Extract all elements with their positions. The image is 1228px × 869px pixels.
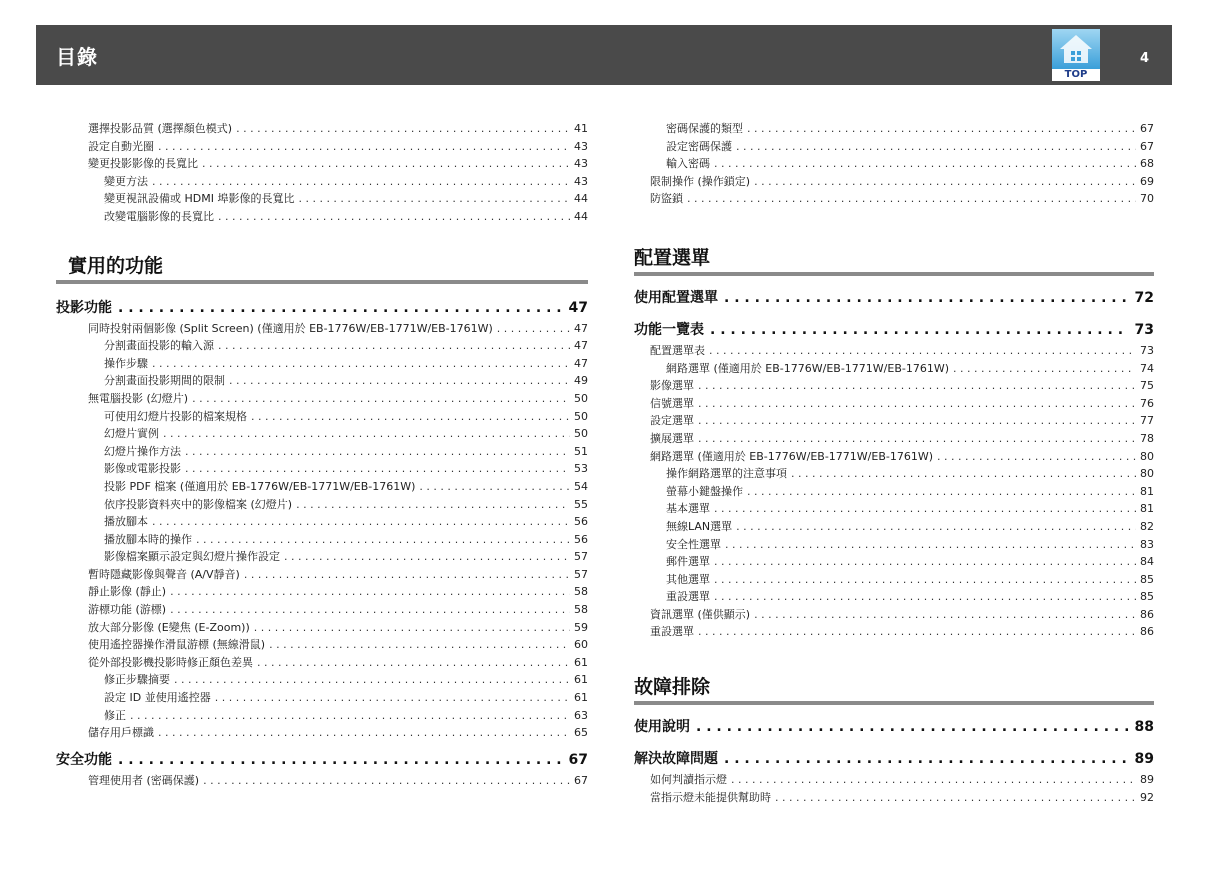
toc-entry-link[interactable] [56, 724, 588, 742]
toc-page: 61 [574, 691, 588, 705]
toc-page: 72 [1134, 289, 1154, 306]
toc-entry-link[interactable] [56, 425, 588, 443]
toc-page: 77 [1140, 414, 1154, 428]
toc-entry-title: 無電腦投影 (幻燈片) [88, 391, 189, 405]
toc-entry-title: 設定選單 [650, 414, 694, 428]
toc-entry-link[interactable] [56, 120, 588, 138]
toc-entry-title: 影像檔案顯示設定與幻燈片操作設定 [104, 550, 280, 564]
toc-leader [152, 513, 570, 531]
toc-entry-link[interactable] [634, 465, 1154, 483]
toc-page: 61 [574, 673, 588, 687]
toc-entry-title: 游標功能 (游標) [88, 603, 167, 617]
toc-leader [158, 724, 570, 742]
toc-leader [736, 138, 1136, 156]
toc-entry-link[interactable] [56, 372, 588, 390]
toc-entry-link[interactable] [634, 120, 1154, 138]
toc-page: 58 [574, 603, 588, 617]
toc-leader [298, 190, 570, 208]
toc-page: 74 [1140, 361, 1154, 375]
toc-page: 85 [1140, 572, 1154, 586]
toc-entry-link[interactable] [56, 320, 588, 338]
toc-entry-link[interactable] [56, 583, 588, 601]
toc-entry-title: 信號選單 [650, 396, 694, 410]
chapter-divider [634, 272, 1154, 276]
sec2-list [56, 772, 588, 790]
toc-entry-title: 播放腳本時的操作 [104, 532, 192, 546]
toc-entry-title: 可使用幻燈片投影的檔案規格 [104, 409, 247, 423]
toc-page: 56 [574, 515, 588, 529]
toc-page: 89 [1134, 751, 1154, 768]
toc-entry-title: 影像或電影投影 [104, 462, 181, 476]
toc-leader [714, 553, 1136, 571]
toc-entry-link[interactable] [56, 619, 588, 637]
toc-entry-link[interactable] [634, 771, 1154, 789]
toc-page: 47 [574, 339, 588, 353]
toc-leader [714, 155, 1136, 173]
toc-leader [118, 748, 563, 772]
toc-leader [196, 531, 570, 549]
toc-page: 80 [1140, 467, 1154, 481]
toc-leader [192, 390, 570, 408]
toc-entry-title: 變更視訊設備或 HDMI 埠影像的長寬比 [104, 192, 295, 206]
toc-section-title: 使用配置選單 [634, 289, 718, 306]
toc-entry-link[interactable] [56, 155, 588, 173]
top-button[interactable] [1052, 29, 1100, 81]
toc-entry-link[interactable] [56, 173, 588, 191]
chapter-heading [634, 669, 1154, 705]
toc-entry-title: 操作網路選單的注意事項 [666, 467, 787, 481]
toc-page: 80 [1140, 449, 1154, 463]
toc-page: 68 [1140, 157, 1154, 171]
toc-entry-link[interactable] [634, 571, 1154, 589]
toc-page: 55 [574, 497, 588, 511]
toc-leader [202, 155, 570, 173]
toc-leader [269, 636, 570, 654]
toc-leader [218, 337, 570, 355]
chapter-title: 實用的功能 [68, 254, 164, 277]
toc-page: 84 [1140, 555, 1154, 569]
toc-leader [130, 707, 570, 725]
toc-page: 47 [574, 356, 588, 370]
chapter-heading [56, 248, 588, 284]
toc-leader [747, 120, 1136, 138]
toc-leader [698, 395, 1136, 413]
toc-entry-title: 播放腳本 [104, 515, 148, 529]
toc-page: 81 [1140, 484, 1154, 498]
toc-leader [775, 789, 1136, 807]
toc-page: 63 [574, 708, 588, 722]
page-number: 4 [1140, 51, 1150, 66]
toc-entry-title: 網路選單 (僅適用於 EB-1776W/EB-1771W/EB-1761W) [650, 449, 933, 463]
toc-leader [736, 518, 1136, 536]
toc-leader [284, 548, 570, 566]
toc-leader [698, 412, 1136, 430]
toc-entry-link[interactable] [634, 500, 1154, 518]
toc-page: 67 [1140, 139, 1154, 153]
toc-page: 43 [574, 157, 588, 171]
toc-section-title: 投影功能 [56, 299, 112, 316]
toc-page: 82 [1140, 519, 1154, 533]
toc-leader [229, 372, 570, 390]
toc-entry-link[interactable] [56, 460, 588, 478]
toc-entry-link[interactable] [56, 548, 588, 566]
toc-page: 49 [574, 374, 588, 388]
toc-entry-title: 設定密碼保護 [666, 139, 732, 153]
toc-page: 89 [1140, 773, 1154, 787]
toc-page: 50 [574, 409, 588, 423]
toc-entry-link[interactable] [56, 138, 588, 156]
toc-entry-title: 重設選單 [666, 590, 710, 604]
toc-entry-title: 影像選單 [650, 379, 694, 393]
toc-entry-title: 其他選單 [666, 572, 710, 586]
toc-leader [215, 689, 570, 707]
toc-page: 61 [574, 655, 588, 669]
toc-entry-link[interactable] [56, 337, 588, 355]
toc-leader [254, 619, 570, 637]
toc-entry-link[interactable] [634, 155, 1154, 173]
toc-section-title: 解決故障問題 [634, 751, 718, 768]
toc-entry-title: 變更投影影像的長寬比 [88, 157, 198, 171]
toc-leader [158, 138, 570, 156]
toc-page: 86 [1140, 607, 1154, 621]
toc-leader [497, 320, 570, 338]
toc-entry-title: 儲存用戶標識 [88, 726, 154, 740]
toc-entry-title: 防盜鎖 [650, 192, 683, 206]
toc-section-title: 安全功能 [56, 751, 112, 768]
toc-page: 85 [1140, 590, 1154, 604]
toc-entry-title: 管理使用者 (密碼保護) [88, 773, 200, 787]
chapter-title: 配置選單 [634, 246, 711, 269]
toc-page: 43 [574, 174, 588, 188]
toc-leader [698, 623, 1136, 641]
toc-entry-title: 無線LAN選單 [666, 519, 733, 533]
toc-leader [257, 654, 570, 672]
toc-entry-title: 分割畫面投影期間的限制 [104, 374, 225, 388]
toc-entry-title: 靜止影像 (靜止) [88, 585, 167, 599]
toc-entry-link[interactable] [56, 689, 588, 707]
toc-leader [698, 377, 1136, 395]
toc-entry-link[interactable] [634, 190, 1154, 208]
toc-entry-link[interactable] [634, 483, 1154, 501]
toc-leader [244, 566, 570, 584]
home-icon [1052, 29, 1100, 69]
toc-leader [170, 601, 570, 619]
toc-leader [724, 286, 1129, 310]
toc-page: 44 [574, 209, 588, 223]
toc-entry-link[interactable] [56, 478, 588, 496]
toc-leader [185, 443, 570, 461]
toc-page: 51 [574, 444, 588, 458]
sec4-list [634, 342, 1154, 641]
toc-page: 67 [574, 773, 588, 787]
toc-entry-title: 依序投影資料夾中的影像檔案 (幻燈片) [104, 497, 293, 511]
toc-entry-link[interactable] [56, 772, 588, 790]
toc-section-link[interactable] [56, 296, 588, 320]
toc-entry-title: 安全性選單 [666, 537, 721, 551]
toc-page: 57 [574, 550, 588, 564]
toc-leader [747, 483, 1136, 501]
toc-page: 73 [1140, 343, 1154, 357]
toc-entry-link[interactable] [56, 671, 588, 689]
toc-entry-link[interactable] [634, 412, 1154, 430]
toc-leader [185, 460, 570, 478]
toc-entry-title: 螢幕小鍵盤操作 [666, 484, 743, 498]
toc-section-link[interactable] [634, 715, 1154, 739]
chapter-divider [634, 701, 1154, 705]
toc-entry-title: 限制操作 (操作鎖定) [650, 174, 751, 188]
toc-entry-link[interactable] [56, 355, 588, 373]
toc-entry-title: 放大部分影像 (E變焦 (E-Zoom)) [88, 620, 250, 634]
toc-entry-title: 重設選單 [650, 625, 694, 639]
toc-page: 86 [1140, 625, 1154, 639]
toc-entry-title: 幻燈片操作方法 [104, 444, 181, 458]
toc-leader [953, 360, 1136, 378]
toc-entry-link[interactable] [56, 513, 588, 531]
toc-entry-title: 密碼保護的類型 [666, 122, 743, 135]
toc-entry-title: 網路選單 (僅適用於 EB-1776W/EB-1771W/EB-1761W) [666, 361, 949, 375]
toc-page: 69 [1140, 174, 1154, 188]
toc-page: 83 [1140, 537, 1154, 551]
toc-entry-title: 操作步驟 [104, 356, 148, 370]
toc-entry-link[interactable] [634, 623, 1154, 641]
toc-entry-title: 基本選單 [666, 502, 710, 516]
toc-entry-link[interactable] [634, 360, 1154, 378]
sec1-list [56, 320, 588, 742]
toc-page: 81 [1140, 502, 1154, 516]
toc-leader [731, 771, 1136, 789]
toc-entry-title: 使用遙控器操作滑鼠游標 (無線滑鼠) [88, 638, 266, 652]
toc-page: 73 [1134, 321, 1154, 338]
toc-section-link[interactable] [56, 748, 588, 772]
toc-entry-link[interactable] [56, 601, 588, 619]
toc-entry-link[interactable] [634, 395, 1154, 413]
left-intro-list [56, 120, 588, 226]
toc-entry-title: 幻燈片實例 [104, 427, 159, 441]
toc-entry-link[interactable] [634, 606, 1154, 624]
toc-entry-link[interactable] [56, 566, 588, 584]
toc-leader [296, 496, 570, 514]
toc-leader [754, 173, 1136, 191]
toc-entry-link[interactable] [56, 190, 588, 208]
toc-entry-title: 暫時隱藏影像與聲音 (A/V靜音) [88, 567, 240, 581]
toc-page: 57 [574, 567, 588, 581]
toc-page: 59 [574, 620, 588, 634]
toc-leader [710, 318, 1129, 342]
toc-entry-link[interactable] [56, 531, 588, 549]
toc-page: 67 [568, 751, 588, 768]
toc-entry-title: 改變電腦影像的長寬比 [104, 209, 214, 223]
toc-entry-link[interactable] [56, 390, 588, 408]
toc-leader [218, 208, 570, 226]
toc-entry-title: 同時投射兩個影像 (Split Screen) (僅適用於 EB-1776W/EB-1771W/EB-1761W) [88, 321, 493, 335]
toc-page: 47 [568, 299, 588, 316]
toc-leader [170, 583, 570, 601]
page-title: 目錄 [56, 45, 98, 69]
toc-entry-link[interactable] [634, 588, 1154, 606]
toc-right-column [634, 120, 1154, 806]
toc-entry-link[interactable] [634, 138, 1154, 156]
toc-entry-title: 如何判讀指示燈 [650, 773, 727, 787]
toc-leader [163, 425, 570, 443]
toc-leader [687, 190, 1136, 208]
toc-entry-title: 設定自動光圈 [88, 139, 154, 153]
toc-entry-link[interactable] [634, 448, 1154, 466]
toc-section-link[interactable] [634, 747, 1154, 771]
toc-entry-link[interactable] [634, 430, 1154, 448]
toc-leader [937, 448, 1136, 466]
toc-leader [754, 606, 1136, 624]
toc-entry-link[interactable] [56, 636, 588, 654]
right-intro-list [634, 120, 1154, 208]
toc-page: 70 [1140, 192, 1154, 206]
toc-leader [236, 120, 570, 138]
toc-entry-link[interactable] [56, 707, 588, 725]
page-header [36, 25, 1172, 85]
toc-entry-link[interactable] [634, 553, 1154, 571]
toc-leader [203, 772, 570, 790]
chapter-divider [56, 280, 588, 284]
toc-section-title: 使用說明 [634, 719, 690, 736]
toc-entry-link[interactable] [56, 443, 588, 461]
toc-page: 43 [574, 139, 588, 153]
toc-leader [709, 342, 1136, 360]
toc-entry-title: 設定 ID 並使用遙控器 [104, 691, 211, 705]
toc-entry-title: 變更方法 [104, 174, 148, 188]
toc-page: 75 [1140, 379, 1154, 393]
toc-entry-link[interactable] [634, 789, 1154, 807]
toc-leader [696, 715, 1129, 739]
toc-leader [174, 671, 570, 689]
toc-page: 54 [574, 479, 588, 493]
toc-entry-title: 選擇投影品質 (選擇顏色模式) [88, 122, 233, 135]
toc-entry-title: 郵件選單 [666, 555, 710, 569]
toc-page: 47 [574, 321, 588, 335]
toc-entry-link[interactable] [634, 536, 1154, 554]
toc-leader [152, 355, 570, 373]
toc-page: 78 [1140, 431, 1154, 445]
toc-entry-link[interactable] [56, 408, 588, 426]
toc-leader [118, 296, 563, 320]
toc-page: 67 [1140, 122, 1154, 135]
toc-leader [698, 430, 1136, 448]
toc-page: 44 [574, 192, 588, 206]
toc-page: 76 [1140, 396, 1154, 410]
toc-entry-link[interactable] [634, 173, 1154, 191]
toc-entry-link[interactable] [634, 377, 1154, 395]
toc-page: 58 [574, 585, 588, 599]
sec6-list [634, 771, 1154, 806]
toc-leader [714, 500, 1136, 518]
toc-page: 65 [574, 726, 588, 740]
toc-left-column [56, 120, 588, 789]
toc-leader [724, 747, 1129, 771]
toc-page: 56 [574, 532, 588, 546]
toc-page: 92 [1140, 790, 1154, 804]
toc-entry-title: 修正步驟摘要 [104, 673, 170, 687]
chapter-title: 故障排除 [634, 676, 711, 699]
toc-leader [714, 588, 1136, 606]
toc-page: 50 [574, 391, 588, 405]
toc-entry-title: 分割畫面投影的輸入源 [104, 339, 214, 353]
toc-page: 88 [1134, 719, 1154, 736]
toc-entry-link[interactable] [56, 496, 588, 514]
toc-entry-title: 擴展選單 [650, 431, 694, 445]
toc-leader [714, 571, 1136, 589]
toc-entry-title: 輸入密碼 [666, 157, 710, 171]
toc-leader [791, 465, 1136, 483]
toc-entry-link[interactable] [634, 342, 1154, 360]
toc-entry-link[interactable] [56, 208, 588, 226]
toc-entry-link[interactable] [634, 518, 1154, 536]
toc-entry-title: 修正 [104, 708, 126, 722]
toc-section-title: 功能一覽表 [634, 321, 704, 338]
toc-section-link[interactable] [634, 286, 1154, 310]
toc-page: 41 [574, 122, 588, 135]
toc-leader [152, 173, 570, 191]
chapter-heading [634, 240, 1154, 276]
toc-entry-title: 投影 PDF 檔案 (僅適用於 EB-1776W/EB-1771W/EB-1761W) [104, 479, 416, 493]
toc-page: 53 [574, 462, 588, 476]
toc-leader [251, 408, 570, 426]
toc-page: 50 [574, 427, 588, 441]
toc-section-link[interactable] [634, 318, 1154, 342]
top-label: TOP [1052, 69, 1100, 81]
toc-leader [725, 536, 1136, 554]
toc-entry-title: 配置選單表 [650, 343, 705, 357]
toc-entry-title: 從外部投影機投影時修正顏色差異 [88, 655, 253, 669]
toc-entry-title: 當指示燈未能提供幫助時 [650, 790, 771, 804]
toc-entry-title: 資訊選單 (僅供顯示) [650, 607, 751, 621]
toc-page: 60 [574, 638, 588, 652]
toc-entry-link[interactable] [56, 654, 588, 672]
toc-leader [419, 478, 570, 496]
